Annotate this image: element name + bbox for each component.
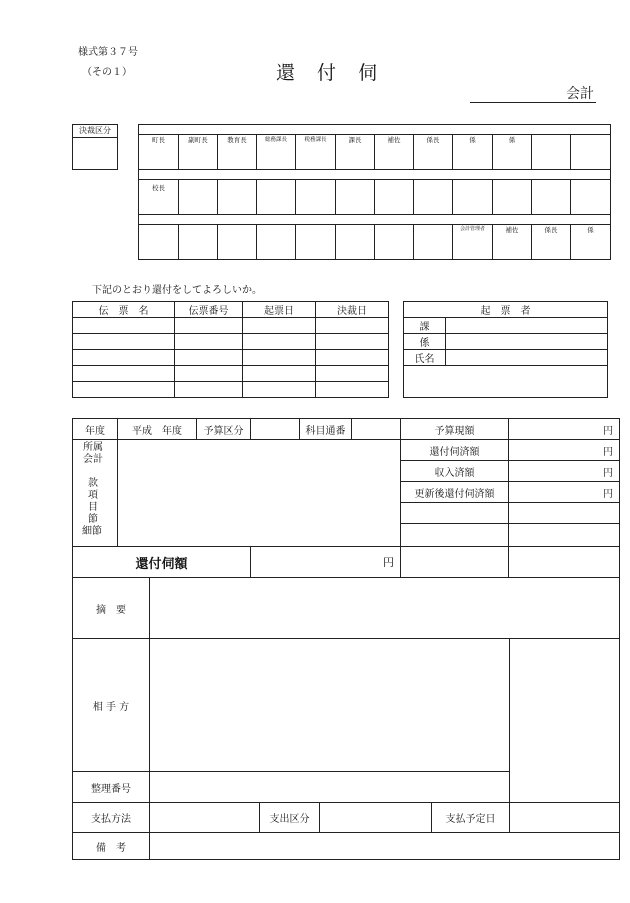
- approval-date-header: 決裁日: [316, 302, 389, 318]
- table-row: [73, 334, 389, 350]
- kessai-kubun-box: [72, 124, 118, 170]
- preparer-header: 起 票 者: [404, 302, 608, 318]
- stamp-cell: [336, 225, 375, 260]
- voucher-name-header: 伝 票 名: [73, 302, 175, 318]
- stamp-cell: [571, 135, 611, 170]
- budget-table: [72, 418, 620, 578]
- table-row: [73, 318, 389, 334]
- preparer-unit-label: 係: [404, 334, 446, 350]
- stamp-cell: [414, 225, 453, 260]
- yen-unit: 円: [509, 482, 620, 503]
- accounting-label: 会計: [566, 86, 594, 102]
- stamp-cell: 会計管理者: [453, 225, 493, 260]
- stamp-cell: [532, 135, 571, 170]
- stamp-cell: 係長: [532, 225, 571, 260]
- stamp-cell: 町長: [139, 135, 179, 170]
- stamp-cell: 教育長: [218, 135, 257, 170]
- payment-method-label: 支払方法: [73, 803, 150, 833]
- stamp-cell: 副町長: [179, 135, 218, 170]
- stamp-cell: [218, 225, 257, 260]
- stamp-cell: 係: [493, 135, 532, 170]
- preparer-section-label: 課: [404, 318, 446, 334]
- table-row: [73, 350, 389, 366]
- budget-current-label: 予算現額: [401, 419, 509, 440]
- page-title: 還 付 伺: [276, 62, 386, 84]
- stamp-cell: 係: [453, 135, 493, 170]
- item-moku-label: 目: [88, 502, 98, 513]
- table-row: [73, 382, 389, 398]
- principal-stamp-cell: 校長: [139, 180, 179, 215]
- payment-date-label: 支払予定日: [432, 803, 510, 833]
- yen-unit: 円: [509, 440, 620, 461]
- stamp-cell: [179, 225, 218, 260]
- reference-number-label: 整理番号: [73, 772, 150, 803]
- item-saisetsu-label: 細節: [82, 526, 102, 537]
- accounting-underline: [470, 102, 596, 103]
- item-setsu-label: 節: [88, 514, 98, 525]
- updated-refund-label: 更新後還付伺済額: [401, 482, 509, 503]
- table-row: [73, 366, 389, 382]
- yen-unit: 円: [509, 419, 620, 440]
- stamp-cell: 税務課長: [296, 135, 336, 170]
- remarks-label: 備 考: [73, 833, 150, 860]
- refund-amount-label: 還付伺額: [73, 547, 251, 578]
- kessai-kubun-label: 決裁区分: [73, 125, 117, 138]
- stamp-cell: [375, 225, 414, 260]
- stamp-cell: 補佐: [493, 225, 532, 260]
- affiliation-label: 所属: [83, 442, 103, 453]
- voucher-number-header: 伝票番号: [175, 302, 243, 318]
- item-kan-label: 款: [88, 478, 98, 489]
- expense-class-label: 支出区分: [260, 803, 320, 833]
- stamp-cell: [296, 225, 336, 260]
- accounting-type-label: 会計: [83, 454, 103, 465]
- budget-class-label: 予算区分: [197, 419, 251, 440]
- stamp-cell: [257, 225, 296, 260]
- voucher-table: [72, 301, 389, 398]
- form-number: 様式第３７号: [78, 47, 138, 58]
- stamp-cell: 係: [571, 225, 611, 260]
- counterparty-label: 相 手 方: [73, 639, 150, 772]
- received-amount-label: 収入済額: [401, 461, 509, 482]
- form-subnumber: （その１）: [82, 67, 132, 78]
- issue-date-header: 起票日: [243, 302, 316, 318]
- fiscal-year-label: 年度: [73, 419, 118, 440]
- approval-stamp-table: [138, 124, 611, 260]
- heisei-year: 平成 年度: [118, 419, 197, 440]
- stamp-cell: 係長: [414, 135, 453, 170]
- refund-amount-yen: 円: [251, 547, 401, 578]
- detail-table: [72, 577, 620, 860]
- stamp-cell: 総務課長: [257, 135, 296, 170]
- preparer-table: [403, 301, 608, 398]
- item-kou-label: 項: [88, 490, 98, 501]
- stamp-cell: 課長: [336, 135, 375, 170]
- account-serial-label: 科目通番: [300, 419, 352, 440]
- request-text: 下記のとおり還付をしてよろしいか。: [92, 285, 262, 296]
- stamp-cell: [139, 225, 179, 260]
- summary-label: 摘 要: [73, 578, 150, 639]
- stamp-cell: 補佐: [375, 135, 414, 170]
- yen-unit: 円: [509, 461, 620, 482]
- refund-requested-label: 還付伺済額: [401, 440, 509, 461]
- preparer-name-label: 氏名: [404, 350, 446, 366]
